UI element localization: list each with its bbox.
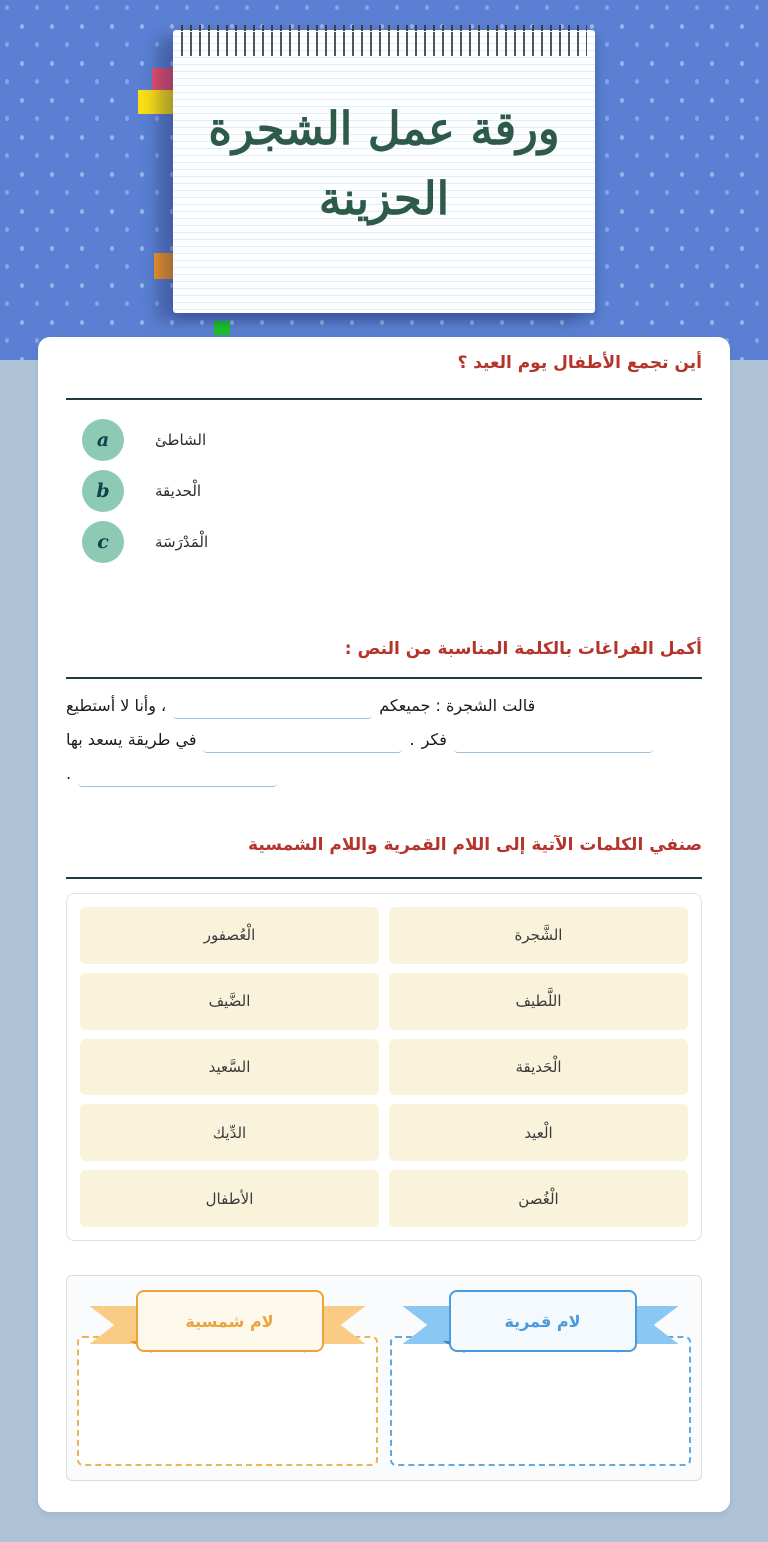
sorting-zones-row (75, 1284, 693, 1472)
question-3-divider (66, 877, 702, 879)
blank-input-4[interactable] (78, 758, 277, 787)
question-1-heading: أين تجمع الأطفال يوم العيد ؟ (457, 353, 702, 373)
fill-text-4: في طريقة يسعد بها (66, 730, 197, 749)
fill-line-1 (66, 687, 702, 719)
zone-sun-lam (75, 1284, 380, 1472)
word-card[interactable]: الدِّيك (80, 1104, 379, 1161)
word-bank (66, 893, 702, 1241)
option-b-circle[interactable]: b (82, 470, 124, 512)
option-a-label: الشاطئ (155, 431, 207, 449)
fill-text-3: فكر (421, 730, 447, 749)
sticky-note-orange-icon (154, 253, 173, 279)
word-card[interactable]: الضَّيف (80, 973, 379, 1030)
question-2-divider (66, 677, 702, 679)
fill-line-3 (66, 755, 702, 787)
sticky-note-green-icon (214, 321, 230, 335)
blank-input-3[interactable] (203, 724, 402, 753)
sorting-zones-container (66, 1275, 702, 1481)
option-b[interactable] (82, 470, 201, 512)
question-3-heading: صنفي الكلمات الآتية إلى اللام القمرية واللام الشمسية (248, 835, 702, 855)
word-card[interactable]: الْغُصن (389, 1170, 688, 1227)
fill-text-dot-1: . (409, 730, 415, 749)
question-1-divider (66, 398, 702, 400)
notebook-graphic (173, 30, 595, 313)
word-card[interactable]: الشَّجرة (389, 907, 688, 964)
option-a-circle[interactable]: a (82, 419, 124, 461)
word-card[interactable]: السَّعيد (80, 1039, 379, 1096)
fill-line-2 (66, 721, 702, 753)
ribbon-sun-lam (90, 1290, 366, 1356)
fill-text-dot-2: . (66, 764, 72, 783)
fill-text-1: قالت الشجرة : جميعكم (379, 696, 536, 715)
sticky-note-pink-icon (152, 68, 173, 90)
blank-input-1[interactable] (173, 690, 372, 719)
worksheet-card (38, 337, 730, 1512)
option-c[interactable] (82, 521, 208, 563)
worksheet-title: ورقة عمل الشجرة الحزينة (208, 102, 560, 225)
question-2-heading: أكمل الفراغات بالكلمة المناسبة من النص : (344, 639, 702, 659)
option-a[interactable] (82, 419, 206, 461)
option-c-label: الْمَدْرَسَة (155, 533, 209, 551)
word-card[interactable]: الْحَديقة (389, 1039, 688, 1096)
word-card[interactable]: الْعُصفور (80, 907, 379, 964)
sticky-note-yellow-icon (138, 90, 173, 114)
header-banner (0, 0, 768, 360)
word-card[interactable]: اللَّطيف (389, 973, 688, 1030)
blank-input-2[interactable] (454, 724, 653, 753)
fill-text-2: ، وأنا لا أستطيع (66, 696, 167, 715)
word-card[interactable]: الْعيد (389, 1104, 688, 1161)
zone-moon-lam-label: لام قمرية (449, 1290, 637, 1352)
ribbon-moon-lam (403, 1290, 679, 1356)
word-card[interactable]: الأطفال (80, 1170, 379, 1227)
zone-moon-lam (388, 1284, 693, 1472)
spiral-binding-icon (181, 32, 587, 56)
word-bank-grid (80, 907, 688, 1227)
option-b-label: الْحديقة (155, 482, 202, 500)
zone-sun-lam-label: لام شمسية (136, 1290, 324, 1352)
option-c-circle[interactable]: c (82, 521, 124, 563)
